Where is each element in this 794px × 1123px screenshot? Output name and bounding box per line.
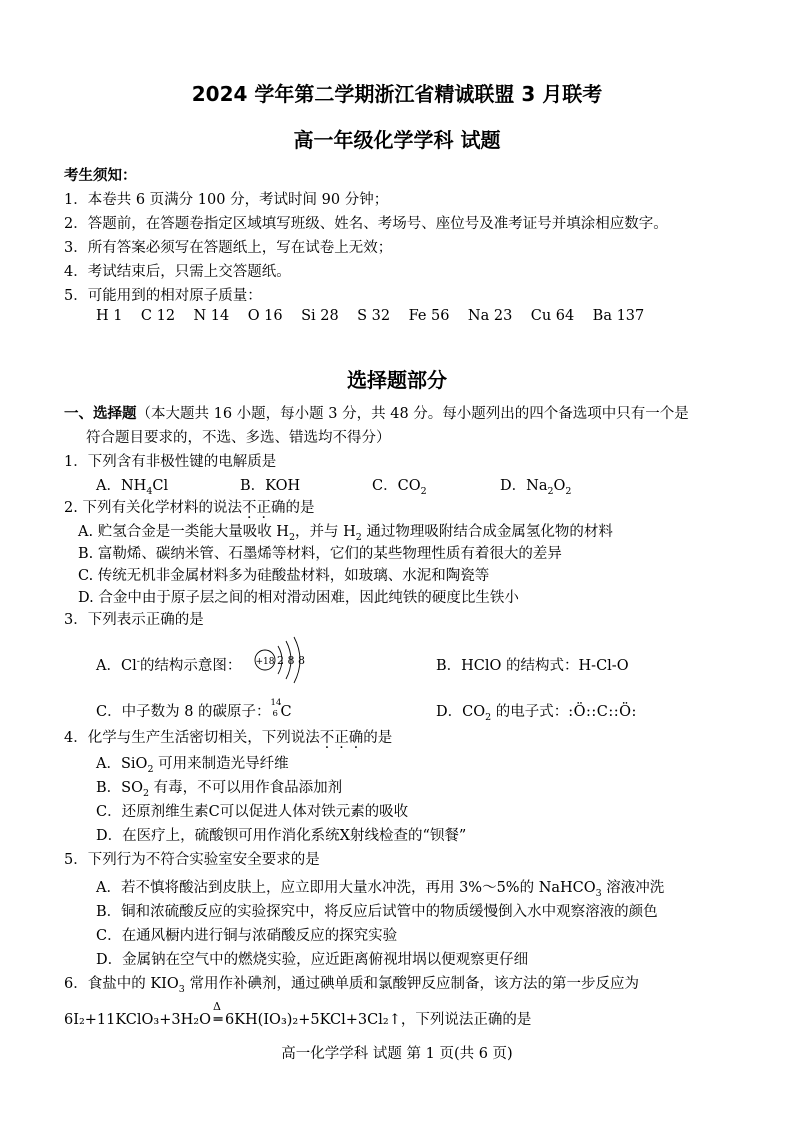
- q4-option-a: A．SiO$_2$ 可用来制造光导纤维: [96, 756, 289, 775]
- part1-label: 一、选择题: [64, 405, 137, 422]
- q3-stem: 3．下列表示正确的是: [64, 612, 204, 628]
- q4-option-b: B．$SO_2$ 有毒，不可以用作食品添加剂: [96, 780, 343, 799]
- cl-ion-structure-diagram: [252, 636, 312, 686]
- heat-equals-sign: Δ ═: [212, 1000, 223, 1028]
- q2-stem: 2. 下列有关化学材料的说法不正确的是: [64, 500, 315, 516]
- nuclide-notation: 14 6: [270, 698, 282, 719]
- q3-option-c: C．中子数为 8 的碳原子： 14 6 C: [96, 698, 292, 720]
- q1-option-d: D．$Na_2O_2$: [500, 478, 572, 497]
- q3-option-a: A．Cl-的结构示意图：: [96, 656, 242, 674]
- notice-heading: 考生须知：: [64, 167, 137, 184]
- page-footer: 高一化学学科 试题 第 1 页(共 6 页): [281, 1046, 513, 1062]
- part1-desc-line2: 符合题目要求的，不选、多选、错选均不得分）: [86, 430, 391, 446]
- q2-option-b: B. 富勒烯、碳纳米管、石墨烯等材料，它们的某些物理性质有着很大的差异: [78, 546, 562, 562]
- q1-option-a: A．$NH_4Cl$: [96, 478, 169, 497]
- q4-stem: 4．化学与生产生活密切相关，下列说法不正确的是: [64, 730, 393, 746]
- q2-option-d: D. 合金中由于原子层之间的相对滑动困难，因此纯铁的硬度比生铁小: [78, 590, 519, 606]
- notice-item-1: 1．本卷共 6 页满分 100 分，考试时间 90 分钟；: [64, 192, 389, 208]
- exam-title: 2024 学年第二学期浙江省精诚联盟 3 月联考: [191, 82, 603, 106]
- q3-option-d: D．$CO_2$ 的电子式：:Ö::C::Ö:: [436, 704, 637, 723]
- q4-option-c: C．还原剂维生素C可以促进人体对铁元素的吸收: [96, 804, 409, 820]
- co2-electron-formula: :Ö::C::Ö:: [568, 704, 637, 720]
- part1-desc-line1: （本大题共 16 小题，每小题 3 分，共 48 分。每小题列出的四个备选项中只有一个是: [136, 406, 689, 422]
- electron-shells: 2 8 8: [277, 654, 305, 667]
- nucleus-charge: +18: [255, 657, 275, 667]
- q5-option-c: C．在通风橱内进行铜与浓硝酸反应的探究实验: [96, 928, 398, 944]
- q2-option-a: A. 贮氢合金是一类能大量吸收 $H_2$，并与 $H_2$ 通过物理吸附结合成金属氢化物的材料: [78, 524, 613, 543]
- notice-item-3: 3．所有答案必须写在答题纸上，写在试卷上无效；: [64, 240, 393, 256]
- q4-option-d: D．在医疗上，硫酸钡可用作消化系统X射线检查的“钡餐”: [96, 828, 467, 844]
- atomic-masses: H 1 C 12 N 14 O 16 Si 28 S 32 Fe 56 Na 23 Cu 64 Ba 137: [96, 308, 645, 324]
- section-title: 选择题部分: [347, 368, 447, 392]
- equation-reactants: 6I₂+11KClO₃+3H₂O: [64, 1012, 211, 1028]
- q2-option-c: C. 传统无机非金属材料多为硅酸盐材料，如玻璃、水泥和陶瓷等: [78, 568, 490, 584]
- q3-option-b: B．HClO 的结构式：H-Cl-O: [436, 658, 629, 674]
- part1-desc: [64, 402, 689, 423]
- equation-products: 6KH(IO₃)₂+5KCl+3Cl₂↑: [224, 1012, 401, 1028]
- equation-tail: ，下列说法正确的是: [400, 1012, 532, 1028]
- q5-stem: 5．下列行为不符合实验室安全要求的是: [64, 852, 320, 868]
- notice-item-2: 2．答题前，在答题卷指定区域填写班级、姓名、考场号、座位号及准考证号并填涂相应数字。: [64, 216, 668, 232]
- q6-stem: 6．食盐中的 $KIO_3$ 常用作补碘剂，通过碘单质和氯酸钾反应制备，该方法的第一步反应为: [64, 976, 639, 995]
- q1-stem: 1．下列含有非极性键的电解质是: [64, 454, 277, 470]
- q6-equation: [64, 1000, 532, 1029]
- q5-option-a: A．若不慎将酸沾到皮肤上，应立即用大量水冲洗，再用 3%～5%的 NaHCO$_3$ 溶液冲洗: [96, 880, 665, 899]
- notice-item-5: 5．可能用到的相对原子质量：: [64, 288, 262, 304]
- notice-item-4: 4．考试结束后，只需上交答题纸。: [64, 264, 291, 280]
- q5-option-d: D．金属钠在空气中的燃烧实验，应近距离俯视坩埚以便观察更仔细: [96, 952, 529, 968]
- q1-option-b: B．KOH: [240, 478, 301, 494]
- q5-option-b: B．铜和浓硫酸反应的实验探究中，将反应后试管中的物质缓慢倒入水中观察溶液的颜色: [96, 904, 658, 920]
- exam-subtitle: 高一年级化学学科 试题: [293, 128, 501, 152]
- q1-option-c: C．$CO_2$: [372, 478, 427, 497]
